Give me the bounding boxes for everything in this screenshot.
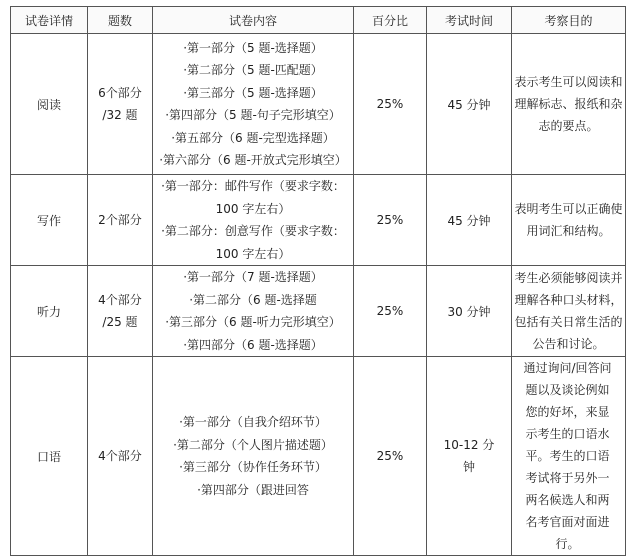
part-item: ·第五部分（6 题-完型选择题） [171, 130, 335, 145]
part-item: ·第一部分（自我介绍环节） [179, 415, 327, 429]
count-line: 4个部分 [98, 449, 142, 463]
time-cell [427, 357, 512, 556]
table-row-reading [11, 34, 626, 175]
count-line: 6个部分 [98, 86, 142, 100]
detail-cell: 口语 [11, 357, 88, 556]
content-cell [153, 357, 354, 556]
part-item: ·第二部分（6 题-选择题 [189, 292, 317, 307]
purpose-cell: 表明考生可以正确使用词汇和结构。 [512, 175, 626, 266]
time-line: 30 分钟 [447, 304, 491, 319]
part-item: ·第四部分（6 题-选择题） [183, 337, 323, 352]
part-item: ·第六部分（6 题-开放式完形填空） [159, 153, 347, 167]
detail-cell: 听力 [11, 266, 88, 357]
header-purpose: 考察目的 [512, 7, 626, 34]
detail-cell: 写作 [11, 175, 88, 266]
header-exam-content: 试卷内容 [153, 7, 354, 34]
time-cell [427, 175, 512, 266]
time-cell [427, 266, 512, 357]
content-cell [153, 175, 354, 266]
table-row-listening [11, 266, 626, 357]
time-cell [427, 34, 512, 175]
part-item: ·第四部分（跟进回答 [197, 482, 309, 497]
percent-cell: 25% [354, 357, 427, 556]
count-line: 4个部分 [98, 293, 142, 307]
table-row-speaking [11, 357, 626, 556]
part-item: ·第一部分：邮件写作（要求字数： [161, 179, 345, 193]
part-item: ·第三部分（5 题-选择题） [183, 85, 323, 100]
purpose-cell: 通过询问/回答问题以及谈论例如您的好坏，来显示考生的口语水平。考生的口语考试将于另外一两名候选人和两名考官面对面进行。 [512, 357, 626, 556]
header-percentage: 百分比 [354, 7, 427, 34]
count-cell [88, 266, 153, 357]
part-item: ·第二部分：创意写作（要求字数： [161, 224, 345, 238]
count-cell [88, 175, 153, 266]
purpose-cell: 考生必须能够阅读并理解各种口头材料，包括有关日常生活的公告和讨论。 [512, 266, 626, 357]
exam-details-table [10, 6, 626, 556]
table-row-writing [11, 175, 626, 266]
count-cell [88, 34, 153, 175]
part-item: ·第二部分（个人图片描述题） [173, 437, 333, 452]
content-cell [153, 34, 354, 175]
purpose-cell: 表示考生可以阅读和理解标志、报纸和杂志的要点。 [512, 34, 626, 175]
part-item: 100 字左右） [215, 201, 291, 216]
time-line: 钟 [462, 460, 475, 474]
part-item: ·第一部分（5 题-选择题） [183, 40, 323, 55]
header-row [11, 7, 626, 34]
header-exam-details: 试卷详情 [11, 7, 88, 34]
header-exam-time: 考试时间 [427, 7, 512, 34]
part-item: ·第一部分（7 题-选择题） [183, 270, 323, 284]
percent-cell: 25% [354, 266, 427, 357]
count-line: 2个部分 [98, 213, 142, 227]
part-item: ·第二部分（5 题-匹配题） [183, 63, 323, 77]
percent-cell: 25% [354, 175, 427, 266]
detail-cell: 阅读 [11, 34, 88, 175]
part-item: ·第四部分（5 题-句子完形填空） [165, 108, 341, 122]
time-line: 45 分钟 [447, 213, 491, 228]
percent-cell: 25% [354, 34, 427, 175]
part-item: 100 字左右） [215, 246, 291, 261]
time-line: 45 分钟 [447, 97, 491, 112]
time-line: 10-12 分 [443, 438, 495, 452]
part-item: ·第三部分（协作任务环节） [179, 460, 327, 474]
count-line: /25 题 [102, 315, 138, 329]
content-cell [153, 266, 354, 357]
part-item: ·第三部分（6 题-听力完形填空） [165, 315, 341, 329]
count-line: /32 题 [102, 108, 138, 122]
header-question-count: 题数 [88, 7, 153, 34]
count-cell [88, 357, 153, 556]
